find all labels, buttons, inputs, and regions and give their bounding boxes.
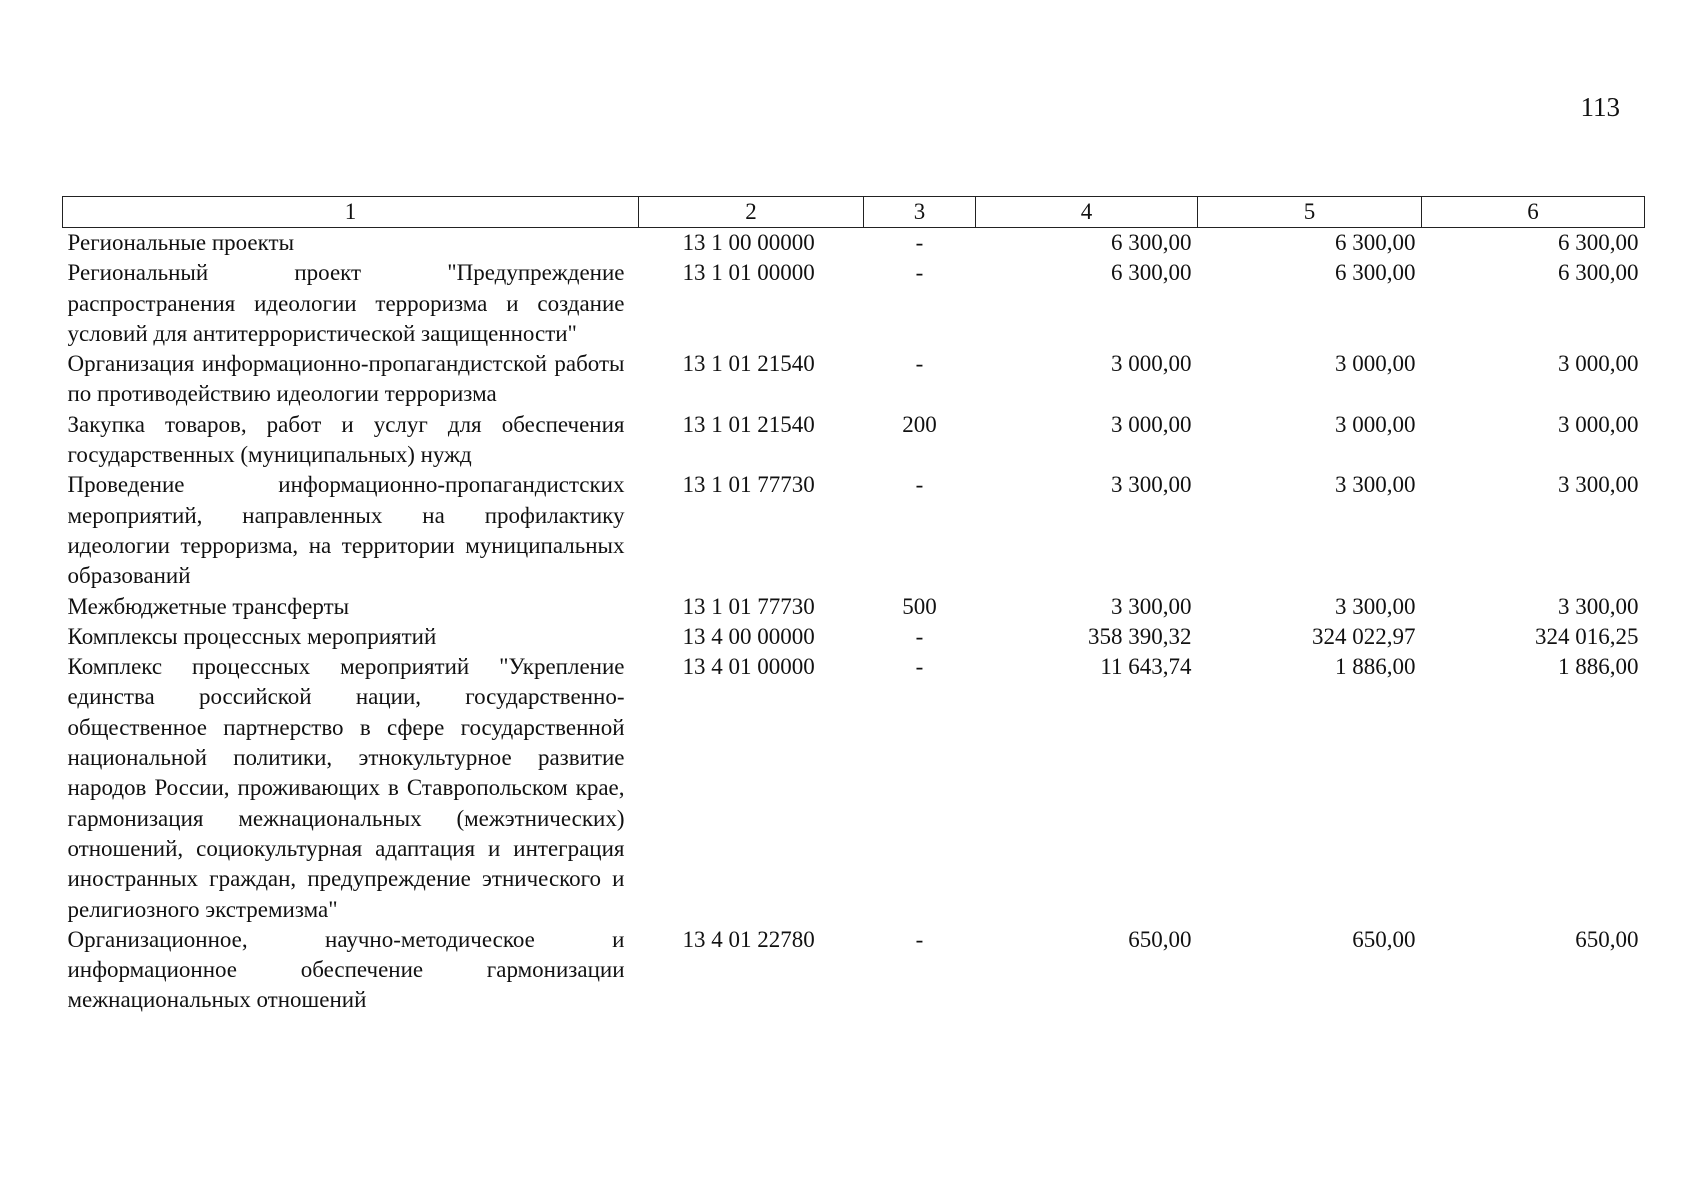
table-row <box>63 925 1645 1016</box>
row-amount-year-1: 358 390,32 <box>1088 623 1192 649</box>
row-code: 13 1 01 77730 <box>682 472 815 498</box>
row-code: 13 4 01 22780 <box>682 926 815 952</box>
row-amount-year-3: 650,00 <box>1575 926 1639 952</box>
row-expense-type: - <box>915 260 924 286</box>
table-row <box>63 410 1645 471</box>
table-row <box>63 349 1645 410</box>
row-amount-year-2: 324 022,97 <box>1312 623 1416 649</box>
row-amount-year-1: 3 300,00 <box>1111 593 1192 619</box>
row-amount-year-3: 6 300,00 <box>1558 230 1639 255</box>
row-name: Комплекс процессных мероприятий "Укрепление единства российской нации, государственно-общественное партнерство в сфере государственной национальной политики, этнокультурное развитие народов России, проживающих в Ставропольском крае, гармонизация межнациональных (межэтнических) отношений, социокультурная адаптация и интеграция иностранных граждан, предупреждение этнического и религиозного экстремизма" <box>67 654 625 922</box>
row-amount-year-3: 3 300,00 <box>1558 593 1639 619</box>
row-amount-year-2: 3 300,00 <box>1335 593 1416 619</box>
row-amount-year-3: 3 300,00 <box>1558 472 1639 498</box>
row-code: 13 4 01 00000 <box>682 654 815 680</box>
row-amount-year-1: 650,00 <box>1128 926 1192 952</box>
row-code: 13 1 01 21540 <box>682 411 815 437</box>
row-amount-year-3: 1 886,00 <box>1558 654 1639 680</box>
row-code: 13 1 01 00000 <box>682 260 815 286</box>
row-amount-year-2: 3 300,00 <box>1335 472 1416 498</box>
row-expense-type: - <box>915 472 924 498</box>
header-col-3: 3 <box>864 197 976 228</box>
row-name: Закупка товаров, работ и услуг для обеспечения государственных (муниципальных) нужд <box>67 411 625 468</box>
row-amount-year-1: 11 643,74 <box>1100 654 1192 680</box>
row-amount-year-2: 1 886,00 <box>1335 654 1416 680</box>
row-name: Региональные проекты <box>67 230 295 255</box>
row-amount-year-1: 3 000,00 <box>1111 351 1192 377</box>
row-name: Комплексы процессных мероприятий <box>67 623 437 649</box>
row-code: 13 4 00 00000 <box>682 623 815 649</box>
row-name: Региональный проект "Предупреждение распространения идеологии терроризма и создание условий для антитеррористической защищенности" <box>67 260 625 346</box>
row-expense-type: - <box>915 351 924 377</box>
row-amount-year-2: 3 000,00 <box>1335 351 1416 377</box>
header-col-6: 6 <box>1422 197 1645 228</box>
page-number: 113 <box>1580 92 1620 122</box>
row-amount-year-1: 6 300,00 <box>1111 230 1192 255</box>
row-amount-year-3: 3 000,00 <box>1558 411 1639 437</box>
row-amount-year-3: 3 000,00 <box>1558 351 1639 377</box>
row-expense-type: 500 <box>902 593 937 619</box>
table-row <box>63 622 1645 652</box>
row-code: 13 1 01 21540 <box>682 351 815 377</box>
row-amount-year-1: 6 300,00 <box>1111 260 1192 286</box>
header-col-1: 1 <box>63 197 639 228</box>
row-amount-year-2: 6 300,00 <box>1335 260 1416 286</box>
table-row <box>63 592 1645 622</box>
row-name: Организационное, научно-методическое и информационное обеспечение гармонизации межнациональных отношений <box>67 926 625 1013</box>
table-row <box>63 470 1645 591</box>
row-code: 13 1 01 77730 <box>682 593 815 619</box>
row-expense-type: - <box>915 230 924 255</box>
table-header-row <box>63 197 1645 228</box>
row-code: 13 1 00 00000 <box>682 230 815 255</box>
row-name: Межбюджетные трансферты <box>67 593 350 619</box>
row-amount-year-2: 3 000,00 <box>1335 411 1416 437</box>
header-col-5: 5 <box>1198 197 1422 228</box>
row-name: Проведение информационно-пропагандистских мероприятий, направленных на профилактику идеологии терроризма, на территории муниципальных образований <box>67 472 625 589</box>
table-row <box>63 258 1645 349</box>
header-col-2: 2 <box>639 197 864 228</box>
row-amount-year-2: 6 300,00 <box>1335 230 1416 255</box>
table-row <box>63 652 1645 925</box>
row-expense-type: - <box>915 926 924 952</box>
row-expense-type: 200 <box>902 411 937 437</box>
header-col-4: 4 <box>976 197 1198 228</box>
row-expense-type: - <box>915 623 924 649</box>
row-expense-type: - <box>915 654 924 680</box>
row-amount-year-3: 6 300,00 <box>1558 260 1639 286</box>
table-row <box>63 228 1645 259</box>
budget-table <box>62 196 1645 1016</box>
row-amount-year-2: 650,00 <box>1352 926 1416 952</box>
row-amount-year-1: 3 000,00 <box>1111 411 1192 437</box>
row-name: Организация информационно-пропагандистской работы по противодействию идеологии терроризма <box>67 351 625 407</box>
row-amount-year-3: 324 016,25 <box>1535 623 1639 649</box>
row-amount-year-1: 3 300,00 <box>1111 472 1192 498</box>
